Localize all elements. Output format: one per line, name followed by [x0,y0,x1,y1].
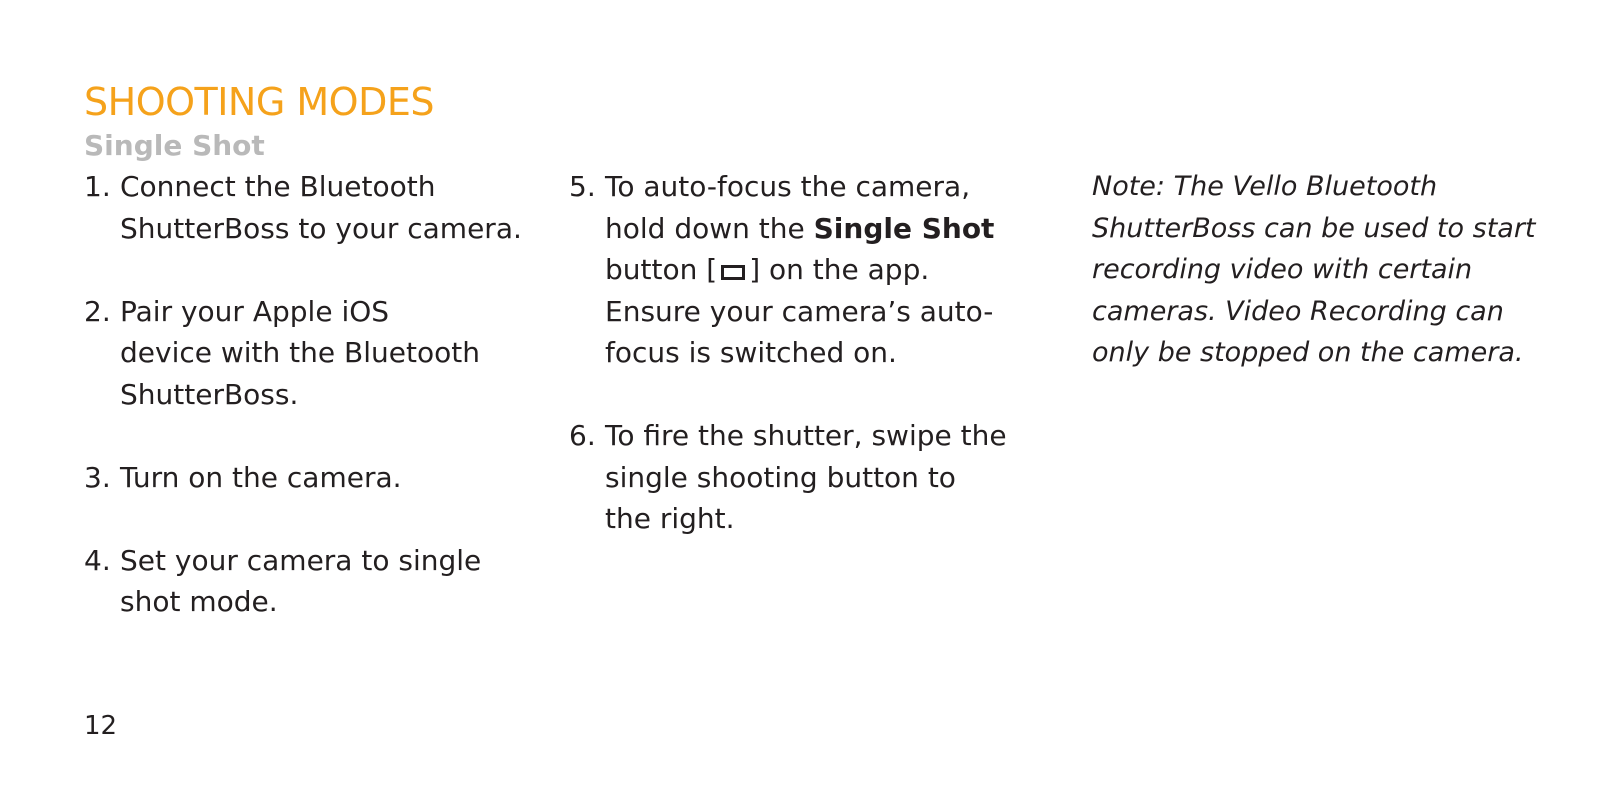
step-number: 1. [84,170,111,203]
step-text-line: Ensure your camera’s auto- [605,294,994,328]
step-item [84,457,524,499]
step-text-line: Connect the Bluetooth [120,170,436,203]
section-subtitle: Single Shot [84,129,265,162]
step-text [120,457,524,499]
step-number: 2. [84,294,111,328]
section-title: SHOOTING MODES [84,80,434,124]
step-text [605,415,1029,540]
step-text-line: single shooting button to [605,460,956,494]
step-text-line [605,249,1029,291]
step-text-line [605,208,1029,250]
page-number: 12 [84,711,118,741]
steps-column-middle [569,166,1029,581]
steps-column-left [84,166,524,664]
step-text-fragment: hold down the [605,211,814,245]
step-item [84,166,524,249]
step-text-line: Set your camera to single [120,543,482,577]
step-number: 4. [84,543,111,577]
note-line: ShutterBoss can be used to start [1092,212,1536,244]
step-number: 3. [84,460,111,494]
step-item [84,540,524,623]
step-text [120,166,524,249]
step-text-line: ShutterBoss. [120,377,299,411]
note-line: Note: The Vello Bluetooth [1092,171,1438,202]
step-text-line: Turn on the camera. [120,460,402,494]
step-text-fragment: button [ [605,253,718,286]
single-shot-label: Single Shot [813,211,995,245]
step-text-line: device with the Bluetooth [120,336,480,369]
note-line: only be stopped on the camera. [1092,337,1524,368]
note-line: recording video with certain [1092,254,1473,285]
note-line: cameras. Video Recording can [1092,295,1504,327]
single-shot-button-icon [721,265,745,280]
step-item [569,415,1029,540]
step-text-line: To auto-focus the camera, [605,170,971,203]
step-item [84,291,524,416]
note-text [1092,166,1572,374]
step-text-line: To fire the shutter, swipe the [605,419,1007,452]
step-text-line: shot mode. [120,585,278,618]
step-text-fragment: ] on the app. [749,253,930,286]
step-text [120,291,524,416]
step-text [605,166,1029,374]
step-text [120,540,524,623]
step-number: 6. [569,419,596,452]
step-text-line: Pair your Apple iOS [120,294,390,328]
step-item [569,166,1029,374]
step-number: 5. [569,170,596,203]
step-text-line: focus is switched on. [605,336,897,369]
step-text-line: the right. [605,502,735,535]
step-text-line: ShutterBoss to your camera. [120,211,522,245]
